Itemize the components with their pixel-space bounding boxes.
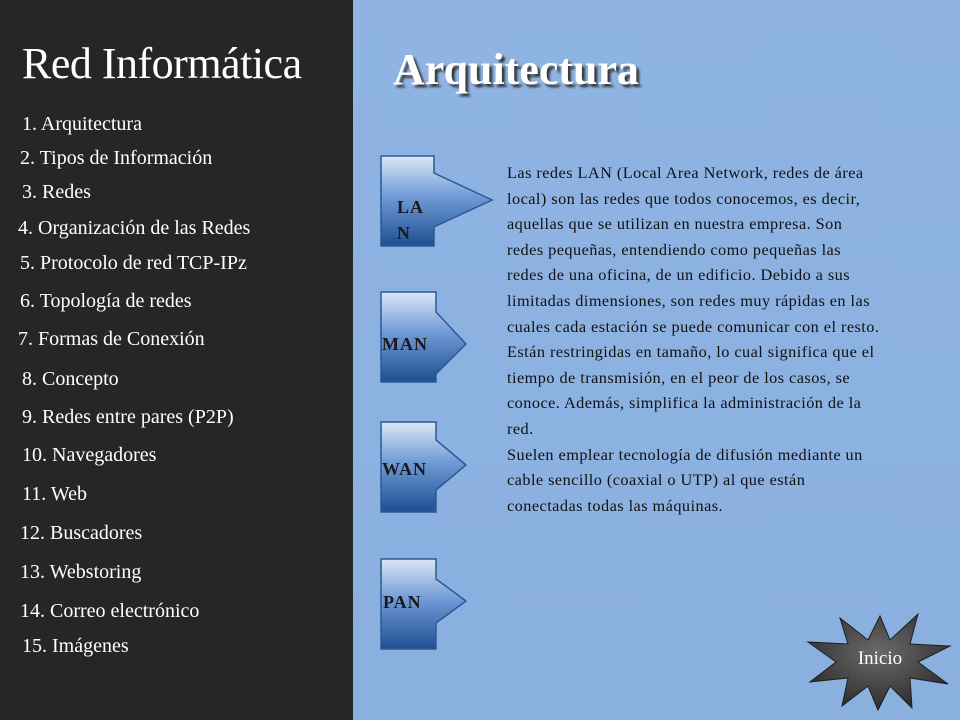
- wan-arrow-button[interactable]: [378, 420, 498, 516]
- man-label: MAN: [382, 334, 428, 354]
- sidebar: [0, 0, 353, 720]
- description-paragraph-1: Las redes LAN (Local Area Network, redes de área local) son las redes que todos conocemos, es decir, aquellas que se utilizan en nuestra empresa. Son redes pequeñas, entendiendo como pequeñas las redes de una oficina, de un edificio. Debido a sus limitadas dimensiones, son redes muy rápidas en las cuales cada estación se puede comunicar con el resto. Están restringidas en tamaño, lo cual significa que el tiempo de transmisión, en el peor de los casos, se conoce. Además, simplifica la administración de la red.: [507, 163, 880, 438]
- wan-label: WAN: [382, 459, 428, 479]
- description-paragraph-2: Suelen emplear tecnología de difusión mediante un cable sencillo (coaxial o UTP) al que están conectadas todas las máquinas.: [507, 444, 863, 515]
- inicio-button[interactable]: [806, 612, 954, 712]
- menu-item-tipos-de-informacion[interactable]: 2. Tipos de Información: [20, 147, 213, 169]
- menu-item-formas-conexion[interactable]: 7. Formas de Conexión: [18, 328, 205, 350]
- menu-item-protocolo-tcp-ip[interactable]: 5. Protocolo de red TCP-IPz: [20, 252, 247, 274]
- pan-label: PAN: [383, 592, 422, 612]
- lan-label: [397, 194, 424, 246]
- inicio-label: Inicio: [857, 648, 903, 669]
- menu-item-navegadores[interactable]: 10. Navegadores: [22, 444, 157, 466]
- site-title: Red Informática: [22, 39, 302, 88]
- lan-label-line1: LA: [397, 197, 425, 217]
- menu-item-webstoring[interactable]: 13. Webstoring: [20, 561, 142, 583]
- menu-item-imagenes[interactable]: 15. Imágenes: [22, 635, 129, 657]
- menu-item-buscadores[interactable]: 12. Buscadores: [20, 522, 143, 544]
- pan-arrow-button[interactable]: [378, 557, 498, 653]
- lan-description: [507, 160, 882, 518]
- page-title: Arquitectura: [393, 45, 640, 94]
- lan-arrow-button[interactable]: [378, 154, 498, 250]
- menu-item-correo-electronico[interactable]: 14. Correo electrónico: [20, 600, 200, 622]
- menu-item-p2p[interactable]: 9. Redes entre pares (P2P): [22, 406, 234, 428]
- menu-item-concepto[interactable]: 8. Concepto: [22, 368, 119, 390]
- menu-item-web[interactable]: 11. Web: [22, 483, 88, 505]
- menu-item-topologia[interactable]: 6. Topología de redes: [20, 290, 192, 312]
- menu-item-redes[interactable]: 3. Redes: [22, 181, 91, 203]
- lan-label-line2: N: [397, 223, 411, 243]
- lan-arrow-shape: [378, 154, 498, 250]
- menu-item-organizacion-redes[interactable]: 4. Organización de las Redes: [18, 217, 251, 239]
- menu-item-arquitectura[interactable]: 1. Arquitectura: [22, 113, 142, 135]
- man-arrow-button[interactable]: [378, 290, 498, 386]
